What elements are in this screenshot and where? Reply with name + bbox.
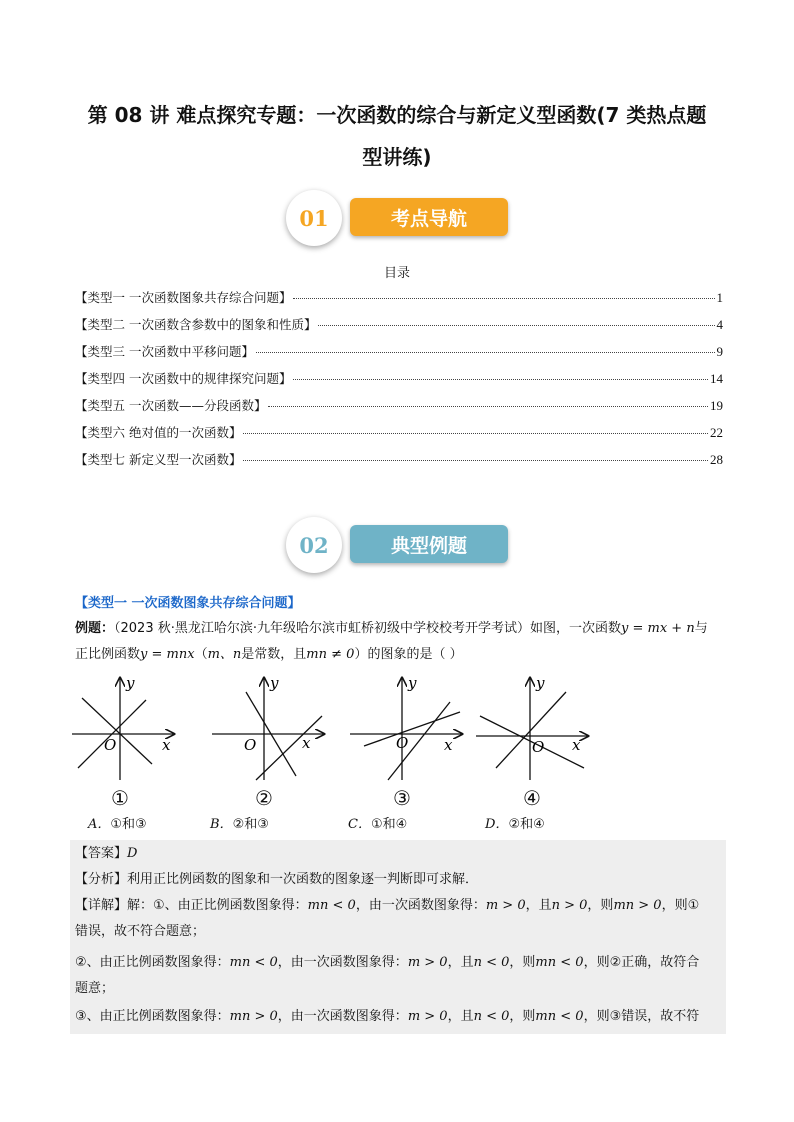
detail-text: ，则 <box>509 1009 536 1024</box>
question-text: ）的图象的是（ ） <box>354 647 463 662</box>
math-expr: m > 0 <box>407 1009 448 1024</box>
detail-text: ，则②正确，故符合 <box>583 955 700 970</box>
toc-item[interactable] <box>75 288 723 315</box>
toc-leader-dots <box>243 433 708 434</box>
option-text: ①和③ <box>110 817 147 832</box>
graph-4 <box>474 672 594 784</box>
option-key: C． <box>348 817 371 832</box>
option-c[interactable] <box>348 813 407 832</box>
x-axis-label: x <box>162 736 171 754</box>
origin-label: O <box>244 736 257 754</box>
math-expr: mn < 0 <box>535 1009 584 1024</box>
question-text: 正比例函数 <box>75 647 141 662</box>
math-expr: mn < 0 <box>535 955 584 970</box>
toc-item[interactable] <box>75 342 723 369</box>
option-d[interactable] <box>485 813 545 832</box>
graph-1-label: ① <box>111 786 129 810</box>
detail-line-1-cont <box>75 919 725 945</box>
answer-value: D <box>127 846 138 861</box>
section-badge-02-bar: 典型例题 <box>350 525 508 563</box>
toc-item-label: 【类型四 一次函数中的规律探究问题】 <box>75 371 292 386</box>
toc-leader-dots <box>268 406 708 407</box>
graph-2-label: ② <box>255 786 273 810</box>
toc-leader-dots <box>318 325 714 326</box>
math-expr: mn > 0 <box>613 898 662 913</box>
equation-proportional: y = mnx <box>140 647 195 662</box>
origin-label: O <box>104 736 117 754</box>
question-line-1 <box>75 616 725 642</box>
analysis-tag: 【分析】 <box>75 872 128 887</box>
math-expr: m > 0 <box>407 955 448 970</box>
toc-leader-dots <box>256 352 715 353</box>
detail-text: 解：①、由正比例函数图象得： <box>127 898 308 913</box>
y-axis-label: y <box>270 674 279 692</box>
math-expr: mn < 0 <box>229 955 278 970</box>
equation-linear: y = mx + n <box>621 621 695 636</box>
x-axis-label: x <box>302 734 311 752</box>
question-text: 是常数，且 <box>241 647 307 662</box>
detail-text: ②、由正比例函数图象得： <box>75 955 230 970</box>
table-of-contents <box>75 288 723 477</box>
x-axis-label: x <box>444 736 453 754</box>
title-line-2: 型讲练) <box>362 145 432 169</box>
math-expr: n < 0 <box>473 955 510 970</box>
condition-nonzero: mn ≠ 0 <box>306 647 355 662</box>
toc-item-label: 【类型二 一次函数含参数中的图象和性质】 <box>75 317 317 332</box>
origin-label: O <box>396 734 409 752</box>
analysis-line <box>75 867 725 893</box>
y-axis-label: y <box>126 674 135 692</box>
detail-text: ，由一次函数图象得： <box>277 1009 408 1024</box>
option-key: D． <box>485 817 509 832</box>
connector-text: 与 <box>694 621 708 636</box>
section-badge-01-number: 01 <box>286 190 342 246</box>
toc-leader-dots <box>293 298 714 299</box>
detail-text: ，则③错误，故不符 <box>583 1009 700 1024</box>
toc-leader-dots <box>243 460 708 461</box>
detail-text: 题意； <box>75 981 115 996</box>
toc-item-page: 1 <box>716 290 723 305</box>
analysis-text: 利用正比例函数的图象和一次函数的图象逐一判断即可求解． <box>127 872 479 887</box>
type-heading: 【类型一 一次函数图象共存综合问题】 <box>75 596 301 611</box>
graph-options <box>70 672 730 812</box>
detail-text: ，则① <box>661 898 700 913</box>
line-linear <box>496 692 566 768</box>
detail-text: ，且 <box>447 955 474 970</box>
example-source: （2023 秋·黑龙江哈尔滨·九年级哈尔滨市虹桥初级中学校校考开学考试）如图，一次函数 <box>114 621 621 636</box>
detail-line-2 <box>75 950 725 976</box>
option-b[interactable] <box>210 813 269 832</box>
toc-item[interactable] <box>75 369 723 396</box>
detail-text: ，由一次函数图象得： <box>277 955 408 970</box>
math-expr: n < 0 <box>473 1009 510 1024</box>
graph-4-label: ④ <box>523 786 541 810</box>
math-expr: m > 0 <box>485 898 526 913</box>
solution-box <box>70 840 726 1034</box>
toc-item[interactable] <box>75 396 723 423</box>
toc-item-page: 28 <box>710 452 723 467</box>
section-badge-01 <box>286 190 516 246</box>
toc-leader-dots <box>293 379 708 380</box>
toc-item-label: 【类型一 一次函数图象共存综合问题】 <box>75 290 292 305</box>
graph-1 <box>70 672 180 784</box>
toc-item-page: 9 <box>716 344 723 359</box>
toc-item-label: 【类型五 一次函数——分段函数】 <box>75 398 267 413</box>
toc-item[interactable] <box>75 315 723 342</box>
option-text: ②和④ <box>508 817 545 832</box>
toc-item[interactable] <box>75 450 723 477</box>
y-axis-label: y <box>536 674 545 692</box>
option-a[interactable] <box>88 813 147 832</box>
detail-line-3 <box>75 1004 725 1030</box>
option-text: ①和④ <box>370 817 408 832</box>
answer-line <box>75 841 725 867</box>
toc-item-page: 4 <box>716 317 723 332</box>
detail-text: 错误，故不符合题意； <box>75 924 206 939</box>
example-label: 例题： <box>75 621 115 636</box>
math-expr: mn > 0 <box>229 1009 278 1024</box>
document-title <box>60 94 734 178</box>
question-text: （ <box>194 647 208 662</box>
graph-3 <box>348 672 468 784</box>
x-axis-label: x <box>572 736 581 754</box>
section-badge-02 <box>286 517 516 573</box>
detail-text: ，则 <box>509 955 536 970</box>
toc-item-page: 19 <box>710 398 723 413</box>
toc-item-label: 【类型三 一次函数中平移问题】 <box>75 344 254 359</box>
option-text: ②和③ <box>232 817 269 832</box>
detail-text: ，则 <box>587 898 614 913</box>
toc-item-label: 【类型六 绝对值的一次函数】 <box>75 425 242 440</box>
detail-tag: 【详解】 <box>75 898 128 913</box>
graph-2 <box>210 672 330 784</box>
math-expr: n > 0 <box>551 898 588 913</box>
toc-item[interactable] <box>75 423 723 450</box>
detail-line-1 <box>75 893 725 919</box>
detail-text: ③、由正比例函数图象得： <box>75 1009 230 1024</box>
toc-item-label: 【类型七 新定义型一次函数】 <box>75 452 242 467</box>
question-line-2 <box>75 642 725 668</box>
title-line-1: 第 08 讲 难点探究专题：一次函数的综合与新定义型函数(7 类热点题 <box>87 103 707 127</box>
math-expr: mn < 0 <box>307 898 356 913</box>
detail-text: ，且 <box>525 898 552 913</box>
option-key: B． <box>210 817 233 832</box>
section-badge-01-bar: 考点导航 <box>350 198 508 236</box>
origin-label: O <box>532 738 545 756</box>
toc-heading: 目录 <box>383 266 410 281</box>
detail-text: ，且 <box>447 1009 474 1024</box>
answer-options <box>88 813 708 837</box>
y-axis-label: y <box>408 674 417 692</box>
toc-item-page: 14 <box>710 371 723 386</box>
detail-text: ，由一次函数图象得： <box>355 898 486 913</box>
toc-item-page: 22 <box>710 425 723 440</box>
section-badge-02-number: 02 <box>286 517 342 573</box>
example-question <box>75 616 725 668</box>
graph-3-label: ③ <box>393 786 411 810</box>
option-key: A． <box>88 817 111 832</box>
detail-line-2-cont <box>75 976 725 1002</box>
condition-vars: m、n <box>207 647 242 662</box>
answer-tag: 【答案】 <box>75 846 128 861</box>
